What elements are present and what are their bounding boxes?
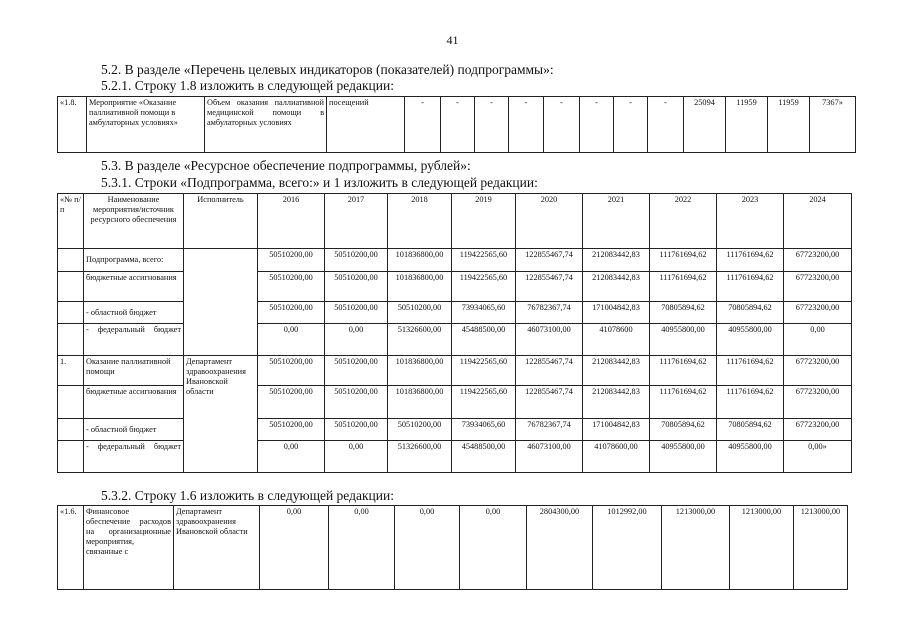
- value-cell: 40955800,00: [650, 324, 717, 356]
- value-cell: 212083442,83: [583, 249, 650, 272]
- row-name: - федеральный бюджет: [84, 441, 184, 473]
- value-cell: 51326600,00: [388, 324, 452, 356]
- col-year-header: 2023: [717, 194, 784, 249]
- value-cell: 0,00: [784, 324, 852, 356]
- col-year-header: 2016: [258, 194, 325, 249]
- value-cell: 46073100,00: [516, 441, 583, 473]
- heading-5-2: 5.2. В разделе «Перечень целевых индикаторов (показателей) подпрограммы»:: [101, 62, 554, 77]
- value-cell: 0,00»: [784, 441, 852, 473]
- table-row: [58, 324, 852, 356]
- value-cell: 119422565,60: [452, 356, 516, 386]
- row-number: [58, 419, 84, 441]
- value-cell: 119422565,60: [452, 272, 516, 302]
- value-cell: 2804300,00: [527, 506, 593, 590]
- row-name: - областной бюджет: [84, 302, 184, 324]
- value-cell: 67723200,00: [784, 249, 852, 272]
- value-cell: -: [475, 97, 509, 153]
- col-year-header: 2022: [650, 194, 717, 249]
- value-cell: 50510200,00: [258, 249, 325, 272]
- row-name: Финансовое обеспечение расходов на организационные мероприятия, связанные с: [84, 506, 174, 590]
- row-number: «1.8.: [58, 97, 87, 153]
- table-row: [58, 419, 852, 441]
- indicator-name: Объем оказания паллиативной медицинской помощи в амбулаторных условиях: [205, 97, 327, 153]
- row-number: [58, 324, 84, 356]
- col-year-header: 2021: [583, 194, 650, 249]
- value-cell: 0,00: [325, 441, 388, 473]
- value-cell: 67723200,00: [784, 272, 852, 302]
- value-cell: 25094: [684, 97, 726, 153]
- heading-5-2-1: 5.2.1. Строку 1.8 изложить в следующей редакции:: [101, 78, 394, 93]
- value-cell: 111761694,62: [717, 249, 784, 272]
- value-cell: 111761694,62: [717, 386, 784, 419]
- value-cell: -: [544, 97, 580, 153]
- col-executor-header: Исполнитель: [184, 194, 258, 249]
- row-number: «1.6.: [58, 506, 84, 590]
- row-number: [58, 386, 84, 419]
- table-row: [58, 441, 852, 473]
- value-cell: 50510200,00: [325, 302, 388, 324]
- value-cell: 0,00: [329, 506, 395, 590]
- value-cell: 1012992,00: [593, 506, 662, 590]
- value-cell: 171004842,83: [583, 419, 650, 441]
- row-name: Подпрограмма, всего:: [84, 249, 184, 272]
- value-cell: 11959: [768, 97, 810, 153]
- col-year-header: 2020: [516, 194, 583, 249]
- row-1-6-table: [57, 505, 848, 590]
- table-row: [58, 386, 852, 419]
- value-cell: 101836800,00: [388, 272, 452, 302]
- value-cell: 67723200,00: [784, 356, 852, 386]
- table-row: [58, 249, 852, 272]
- page-number: 41: [446, 33, 459, 47]
- value-cell: 111761694,62: [650, 249, 717, 272]
- heading-5-3: 5.3. В разделе «Ресурсное обеспечение подпрограммы, рублей»:: [101, 158, 471, 173]
- value-cell: -: [614, 97, 648, 153]
- value-cell: 50510200,00: [258, 302, 325, 324]
- value-cell: 212083442,83: [583, 386, 650, 419]
- value-cell: 1213000,00: [662, 506, 730, 590]
- value-cell: 73934065,60: [452, 419, 516, 441]
- value-cell: 212083442,83: [583, 356, 650, 386]
- value-cell: 122855467,74: [516, 249, 583, 272]
- value-cell: 50510200,00: [258, 386, 325, 419]
- col-year-header: 2019: [452, 194, 516, 249]
- value-cell: 76782367,74: [516, 419, 583, 441]
- executor-cell-empty: [184, 249, 258, 356]
- value-cell: 50510200,00: [325, 272, 388, 302]
- value-cell: 119422565,60: [452, 386, 516, 419]
- value-cell: 50510200,00: [258, 356, 325, 386]
- value-cell: 40955800,00: [650, 441, 717, 473]
- value-cell: 50510200,00: [325, 386, 388, 419]
- value-cell: 122855467,74: [516, 386, 583, 419]
- value-cell: 50510200,00: [325, 356, 388, 386]
- value-cell: 67723200,00: [784, 302, 852, 324]
- resource-table: [57, 193, 852, 473]
- unit: посещений: [327, 97, 405, 153]
- row-name: бюджетные ассигнования: [84, 272, 184, 302]
- table-row: [58, 272, 852, 302]
- value-cell: 0,00: [258, 441, 325, 473]
- row-number: [58, 302, 84, 324]
- executor-cell: Департамент здравоохранения Ивановской области: [184, 356, 258, 473]
- value-cell: 67723200,00: [784, 419, 852, 441]
- value-cell: 40955800,00: [717, 324, 784, 356]
- value-cell: 46073100,00: [516, 324, 583, 356]
- col-name-header: Наименование мероприятия/источник ресурсного обеспечения: [84, 194, 184, 249]
- value-cell: 41078600,00: [583, 441, 650, 473]
- measure-name: Мероприятие «Оказание паллиативной помощи в амбулаторных условиях»: [87, 97, 205, 153]
- col-num-header: «№ п/п: [58, 194, 84, 249]
- value-cell: 101836800,00: [388, 249, 452, 272]
- value-cell: 70805894,62: [717, 419, 784, 441]
- value-cell: 0,00: [395, 506, 460, 590]
- value-cell: 119422565,60: [452, 249, 516, 272]
- value-cell: 1213000,00: [794, 506, 848, 590]
- value-cell: 50510200,00: [388, 419, 452, 441]
- value-cell: 70805894,62: [650, 419, 717, 441]
- value-cell: 0,00: [460, 506, 527, 590]
- value-cell: -: [509, 97, 544, 153]
- value-cell: 41078600: [583, 324, 650, 356]
- value-cell: -: [580, 97, 614, 153]
- col-year-header: 2024: [784, 194, 852, 249]
- header-row: [58, 194, 852, 249]
- value-cell: 1213000,00: [730, 506, 794, 590]
- value-cell: 122855467,74: [516, 272, 583, 302]
- value-cell: 111761694,62: [717, 356, 784, 386]
- indicator-table: [57, 96, 856, 153]
- value-cell: 0,00: [325, 324, 388, 356]
- heading-5-3-1: 5.3.1. Строки «Подпрограмма, всего:» и 1 изложить в следующей редакции:: [101, 175, 538, 190]
- row-name: бюджетные ассигнования: [84, 386, 184, 419]
- value-cell: 50510200,00: [258, 419, 325, 441]
- value-cell: 111761694,62: [717, 272, 784, 302]
- value-cell: -: [405, 97, 441, 153]
- value-cell: 70805894,62: [650, 302, 717, 324]
- row-number: [58, 249, 84, 272]
- value-cell: 45488500,00: [452, 441, 516, 473]
- value-cell: 70805894,62: [717, 302, 784, 324]
- table-row: [58, 302, 852, 324]
- table-row: [58, 506, 848, 590]
- value-cell: 111761694,62: [650, 356, 717, 386]
- value-cell: 101836800,00: [388, 356, 452, 386]
- heading-5-3-2: 5.3.2. Строку 1.6 изложить в следующей редакции:: [101, 488, 394, 503]
- executor-cell: Департамент здравоохранения Ивановской области: [174, 506, 260, 590]
- value-cell: 122855467,74: [516, 356, 583, 386]
- value-cell: -: [648, 97, 684, 153]
- value-cell: 50510200,00: [325, 419, 388, 441]
- indicator-row: [58, 97, 856, 153]
- value-cell: 45488500,00: [452, 324, 516, 356]
- value-cell: 67723200,00: [784, 386, 852, 419]
- value-cell: 50510200,00: [325, 249, 388, 272]
- value-cell: 0,00: [258, 324, 325, 356]
- value-cell: 51326600,00: [388, 441, 452, 473]
- value-cell: 7367»: [810, 97, 856, 153]
- row-name: - федеральный бюджет: [84, 324, 184, 356]
- value-cell: 73934065,60: [452, 302, 516, 324]
- value-cell: 76782367,74: [516, 302, 583, 324]
- value-cell: 171004842,83: [583, 302, 650, 324]
- value-cell: 50510200,00: [258, 272, 325, 302]
- value-cell: 0,00: [260, 506, 329, 590]
- value-cell: 50510200,00: [388, 302, 452, 324]
- row-number: [58, 272, 84, 302]
- value-cell: 111761694,62: [650, 272, 717, 302]
- row-number: [58, 441, 84, 473]
- row-name: Оказание паллиативной помощи: [84, 356, 184, 386]
- col-year-header: 2017: [325, 194, 388, 249]
- value-cell: 101836800,00: [388, 386, 452, 419]
- value-cell: -: [441, 97, 475, 153]
- row-name: - областной бюджет: [84, 419, 184, 441]
- col-year-header: 2018: [388, 194, 452, 249]
- value-cell: 40955800,00: [717, 441, 784, 473]
- value-cell: 111761694,62: [650, 386, 717, 419]
- value-cell: 11959: [726, 97, 768, 153]
- table-row: [58, 356, 852, 386]
- row-number: 1.: [58, 356, 84, 386]
- value-cell: 212083442,83: [583, 272, 650, 302]
